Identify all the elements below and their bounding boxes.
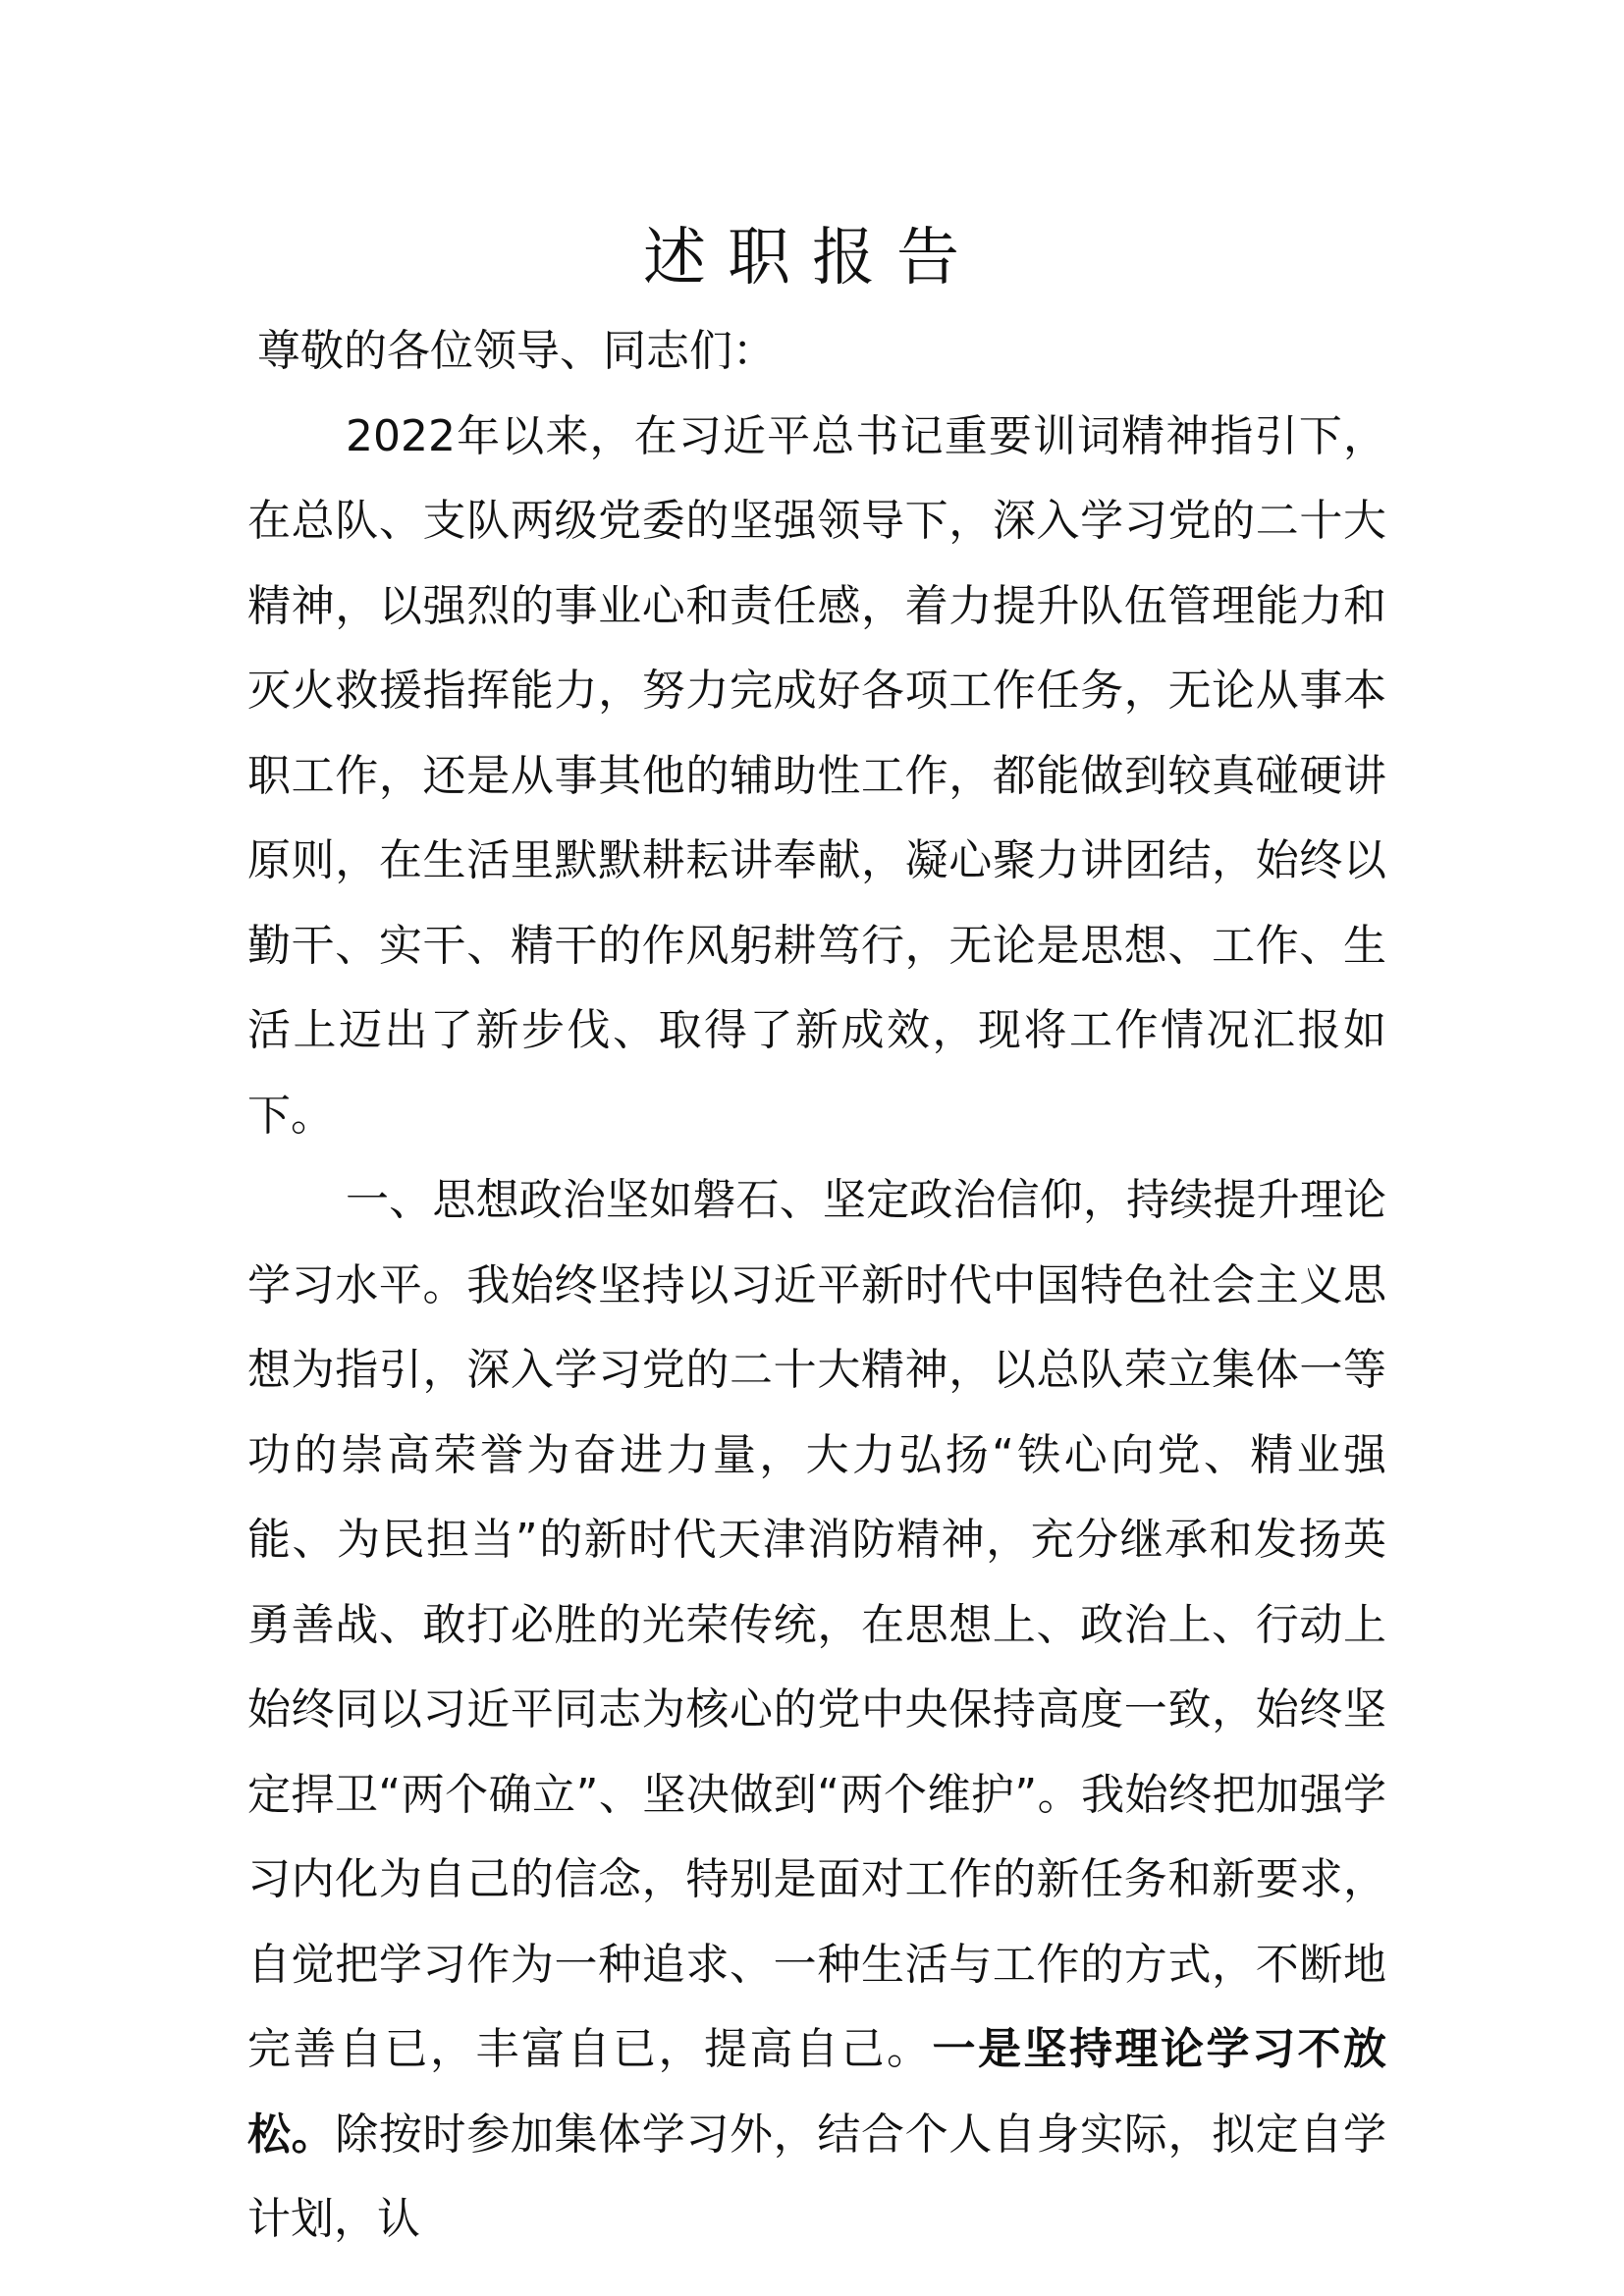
paragraph-intro: 2022年以来，在习近平总书记重要训词精神指引下，在总队、支队两级党委的坚强领导下，深入学习党的二十大精神，以强烈的事业心和责任感，着力提升队伍管理能力和灭火救援指挥能力，努力完成好各项工作任务，无论从事本职工作，还是从事其他的辅助性工作，都能做到较真碰硬讲原则，在生活里默默耕耘讲奉献，凝心聚力讲团结，始终以勤干、实干、精干的作风躬耕笃行，无论是思想、工作、生活上迈出了新步伐、取得了新成效，现将工作情况汇报如下。 bbox=[247, 410, 1386, 1141]
section-one-tail: 除按时参加集体学习外，结合个人自身实际，拟定自学计划，认 bbox=[247, 2109, 1386, 2244]
section-one-point-one: 一是坚持理论学习不放松。 bbox=[247, 2024, 1386, 2160]
document-body bbox=[247, 309, 1386, 2263]
document-title: 述职报告 bbox=[643, 222, 981, 294]
paragraph-section-one bbox=[247, 1158, 1386, 2263]
salutation: 尊敬的各位领导、同志们： bbox=[257, 326, 776, 376]
section-one-body: 我始终坚持以习近平新时代中国特色社会主义思想为指引，深入学习党的二十大精神，以总队荣立集体一等功的崇高荣誉为奋进力量，大力弘扬“铁心向党、精业强能、为民担当”的新时代天津消防精神，充分继承和发扬英勇善战、敢打必胜的光荣传统，在思想上、政治上、行动上始终同以习近平同志为核心的党中央保持高度一致，始终坚定捍卫“两个确立”、坚决做到“两个维护”。我始终把加强学习内化为自己的信念，特别是面对工作的新任务和新要求，自觉把学习作为一种追求、一种生活与工作的方式，不断地完善自已，丰富自已，提高自己。 bbox=[247, 1259, 1387, 2074]
section-one-heading: 一、思想政治坚如磐石、坚定政治信仰，持续提升理论学习水平。 bbox=[247, 1175, 1386, 1310]
